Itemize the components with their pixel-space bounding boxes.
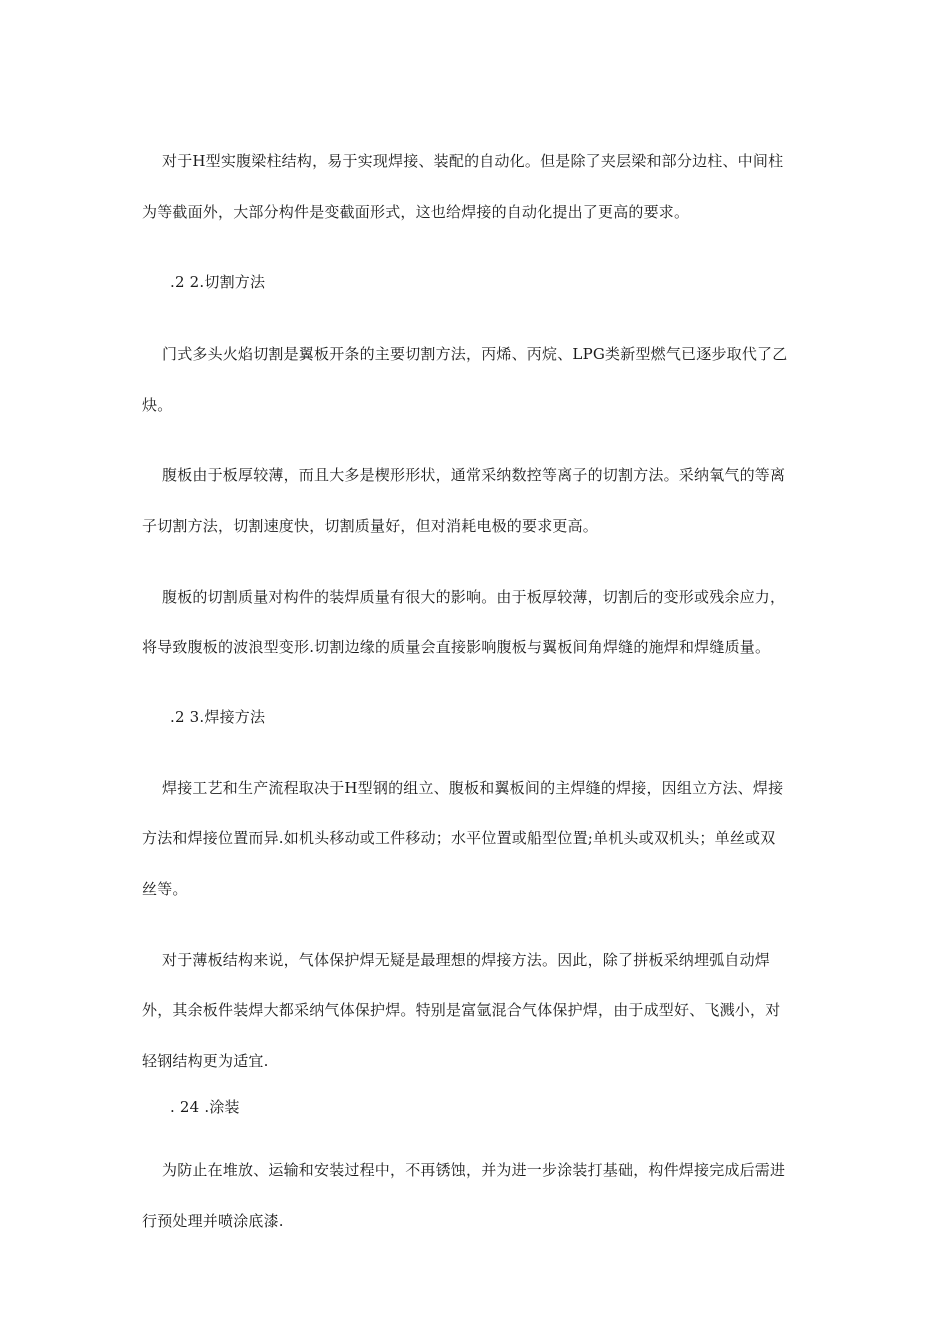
paragraph-1-line-1: 对于H型实腹梁柱结构，易于实现焊接、装配的自动化。但是除了夹层梁和部分边柱、中间柱	[162, 152, 784, 170]
paragraph-5-line-3: 丝等。	[142, 880, 188, 898]
paragraph-6-line-1: 对于薄板结构来说，气体保护焊无疑是最理想的焊接方法。因此，除了拼板采纳埋弧自动焊	[162, 951, 771, 969]
paragraph-2-line-1: 门式多头火焰切割是翼板开条的主要切割方法，丙烯、丙烷、LPG类新型燃气已逐步取代了乙	[162, 345, 788, 363]
paragraph-6-line-2: 外，其余板件装焊大都采纳气体保护焊。特别是富氩混合气体保护焊，由于成型好、飞溅小，对	[142, 1001, 781, 1019]
paragraph-6-line-3: 轻钢结构更为适宜.	[142, 1052, 269, 1070]
paragraph-5-line-2: 方法和焊接位置而异.如机头移动或工件移动；水平位置或船型位置;单机头或双机头；单丝或双	[142, 829, 776, 847]
paragraph-4-line-2: 将导致腹板的波浪型变形.切割边缘的质量会直接影响腹板与翼板间角焊缝的施焊和焊缝质量。	[142, 638, 771, 656]
paragraph-4-line-1: 腹板的切割质量对构件的装焊质量有很大的影响。由于板厚较薄，切割后的变形或残余应力，	[162, 588, 786, 606]
heading-welding-method: .2 3.焊接方法	[170, 708, 266, 726]
paragraph-7-line-1: 为防止在堆放、运输和安装过程中，不再锈蚀，并为进一步涂装打基础，构件焊接完成后需进	[162, 1161, 786, 1179]
heading-cutting-method: .2 2.切割方法	[170, 273, 266, 291]
paragraph-7-line-2: 行预处理并喷涂底漆.	[142, 1212, 284, 1230]
heading-coating: . 24 .涂装	[170, 1098, 240, 1116]
paragraph-2-line-2: 炔。	[142, 396, 173, 414]
paragraph-1-line-2: 为等截面外，大部分构件是变截面形式，这也给焊接的自动化提出了更高的要求。	[142, 203, 690, 221]
paragraph-3-line-2: 子切割方法，切割速度快，切割质量好，但对消耗电极的要求更高。	[142, 517, 599, 535]
paragraph-5-line-1: 焊接工艺和生产流程取决于H型钢的组立、腹板和翼板间的主焊缝的焊接，因组立方法、焊接	[162, 779, 784, 797]
paragraph-3-line-1: 腹板由于板厚较薄，而且大多是楔形形状，通常采纳数控等离子的切割方法。采纳氧气的等离	[162, 466, 786, 484]
